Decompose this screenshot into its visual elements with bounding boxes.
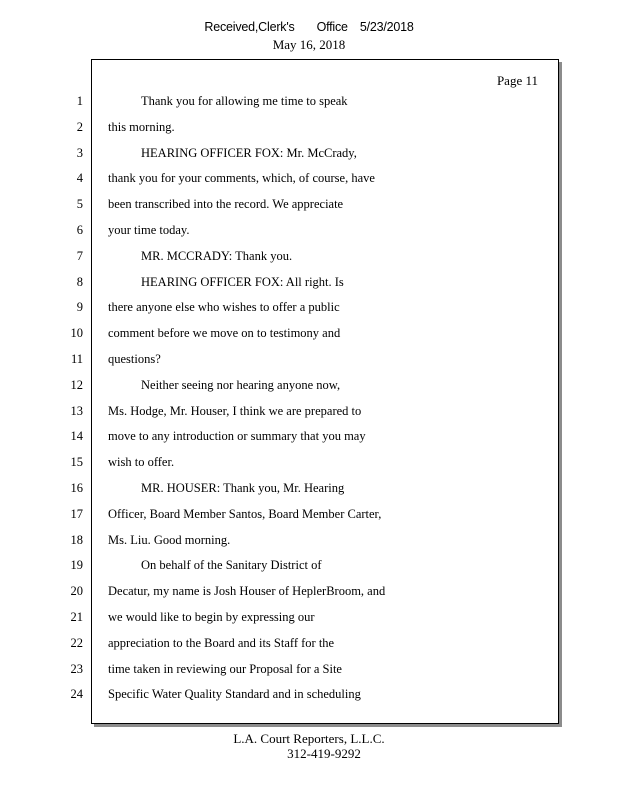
line-number: 18 bbox=[70, 532, 83, 547]
line-text: there anyone else who wishes to offer a public bbox=[108, 300, 340, 315]
line-number: 19 bbox=[70, 558, 83, 573]
footer-company: L.A. Court Reporters, L.L.C. bbox=[233, 731, 385, 746]
transcript-line bbox=[1, 246, 558, 266]
stamp-received-text: Received,Clerk's bbox=[204, 20, 295, 34]
transcript-line bbox=[1, 220, 558, 240]
transcript-line bbox=[1, 91, 558, 111]
hearing-date: May 16, 2018 bbox=[272, 37, 346, 52]
line-text: thank you for your comments, which, of course, have bbox=[108, 171, 375, 186]
line-number: 14 bbox=[70, 429, 83, 444]
line-number: 21 bbox=[70, 610, 83, 624]
transcript-line bbox=[1, 633, 558, 653]
line-number: 5 bbox=[76, 197, 83, 212]
transcript-line bbox=[1, 194, 558, 214]
transcript-line bbox=[1, 143, 558, 163]
line-number: 20 bbox=[70, 584, 83, 599]
received-stamp bbox=[0, 20, 618, 34]
line-text: this morning. bbox=[108, 119, 175, 134]
transcript-line bbox=[1, 452, 558, 472]
line-number: 23 bbox=[70, 661, 83, 676]
line-text: appreciation to the Board and its Staff for the bbox=[108, 635, 335, 650]
line-text: been transcribed into the record. We appreciate bbox=[108, 197, 344, 212]
transcript-line bbox=[1, 530, 558, 550]
line-text: questions? bbox=[108, 352, 161, 366]
line-text: On behalf of the Sanitary District of bbox=[141, 558, 322, 573]
line-text: Decatur, my name is Josh Houser of HeplerBroom, and bbox=[108, 584, 386, 599]
line-number: 4 bbox=[76, 171, 83, 186]
line-text: Specific Water Quality Standard and in scheduling bbox=[108, 687, 361, 702]
line-text: Ms. Liu. Good morning. bbox=[108, 532, 231, 547]
line-number: 1 bbox=[76, 94, 83, 108]
line-number: 16 bbox=[70, 481, 83, 495]
transcript-line bbox=[1, 117, 558, 137]
transcript-line bbox=[1, 297, 558, 317]
transcript-page bbox=[70, 59, 559, 724]
line-text: MR. HOUSER: Thank you, Mr. Hearing bbox=[141, 481, 345, 495]
line-text: your time today. bbox=[108, 223, 190, 237]
line-text: move to any introduction or summary that you may bbox=[108, 429, 366, 444]
line-text: we would like to begin by expressing our bbox=[108, 610, 315, 624]
transcript-line bbox=[1, 401, 558, 421]
transcript-line bbox=[1, 349, 558, 369]
transcript-line bbox=[1, 504, 558, 524]
transcript-line bbox=[1, 607, 558, 627]
line-number: 2 bbox=[76, 119, 83, 134]
line-text: Officer, Board Member Santos, Board Member Carter, bbox=[108, 506, 382, 521]
line-number: 15 bbox=[70, 455, 83, 470]
line-text: Thank you for allowing me time to speak bbox=[141, 94, 348, 108]
transcript-line bbox=[1, 272, 558, 292]
line-number: 12 bbox=[70, 377, 83, 392]
transcript-line bbox=[1, 168, 558, 188]
line-text: Ms. Hodge, Mr. Houser, I think we are prepared to bbox=[108, 403, 362, 418]
line-number: 9 bbox=[76, 300, 83, 315]
line-number: 13 bbox=[70, 403, 83, 418]
transcript-line bbox=[1, 426, 558, 446]
line-number: 3 bbox=[76, 145, 83, 160]
transcript-line bbox=[1, 323, 558, 343]
line-number: 11 bbox=[70, 352, 83, 366]
line-number: 17 bbox=[70, 506, 83, 521]
line-number: 6 bbox=[76, 223, 83, 237]
line-number: 8 bbox=[76, 274, 83, 289]
line-number: 24 bbox=[70, 687, 83, 702]
transcript-line bbox=[1, 478, 558, 498]
transcript-line bbox=[1, 581, 558, 601]
line-number: 10 bbox=[70, 326, 83, 341]
line-text: comment before we move on to testimony and bbox=[108, 326, 341, 341]
transcript-line bbox=[1, 659, 558, 679]
line-text: time taken in reviewing our Proposal for a Site bbox=[108, 661, 342, 676]
line-text: HEARING OFFICER FOX: Mr. McCrady, bbox=[141, 145, 357, 160]
line-text: MR. MCCRADY: Thank you. bbox=[141, 248, 293, 263]
line-text: wish to offer. bbox=[108, 455, 175, 470]
footer-phone: 312-419-9292 bbox=[287, 746, 361, 761]
line-number: 7 bbox=[76, 248, 83, 263]
line-text: HEARING OFFICER FOX: All right. Is bbox=[141, 274, 344, 289]
transcript-line bbox=[1, 684, 558, 704]
transcript-line bbox=[1, 555, 558, 575]
line-text: Neither seeing nor hearing anyone now, bbox=[141, 377, 341, 392]
transcript-line bbox=[1, 375, 558, 395]
page-number: Page 11 bbox=[496, 73, 538, 88]
line-number: 22 bbox=[70, 635, 83, 650]
stamp-office-text: Office bbox=[316, 20, 348, 34]
stamp-date-text: 5/23/2018 bbox=[359, 20, 414, 34]
